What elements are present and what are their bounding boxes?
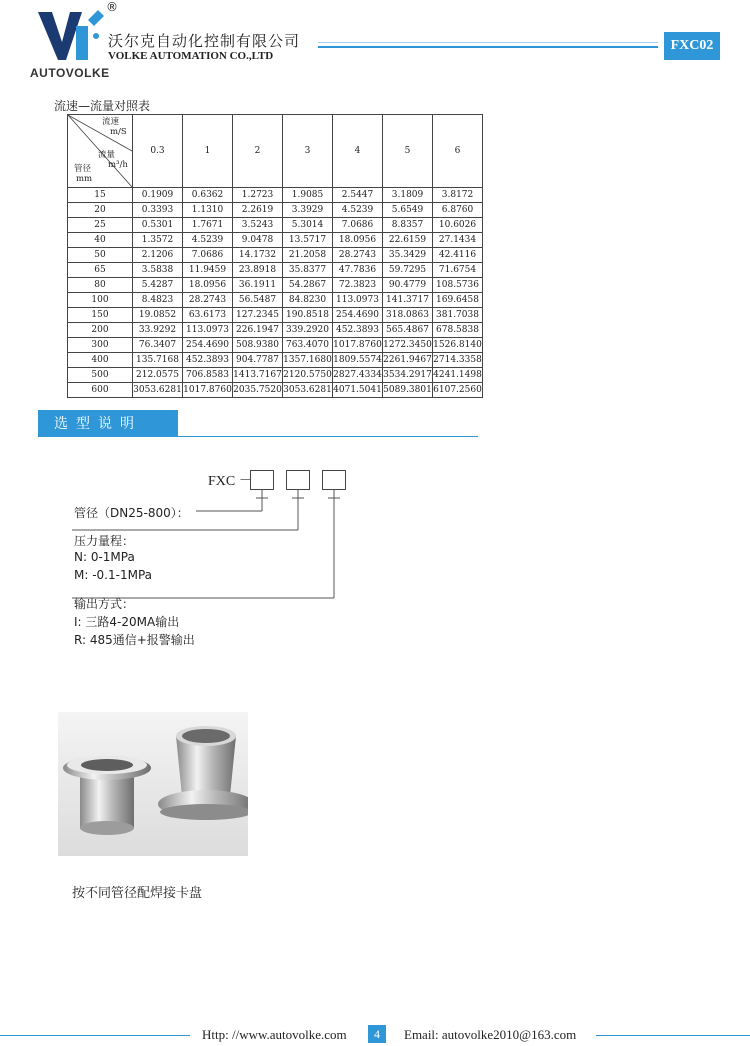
model-badge: FXC02 xyxy=(664,32,720,60)
flow-value-cell: 0.1909 xyxy=(133,188,183,203)
output-option-r: R: 485通信+报警输出 xyxy=(74,633,195,647)
header-divider xyxy=(318,46,658,48)
flow-value-cell: 35.8377 xyxy=(283,263,333,278)
email-link[interactable]: Email: autovolke2010@163.com xyxy=(404,1027,577,1042)
flow-label: 流量 xyxy=(98,150,116,160)
flow-value-cell: 3.1809 xyxy=(383,188,433,203)
flow-value-cell: 4241.1498 xyxy=(433,368,483,383)
flow-value-cell: 113.0973 xyxy=(183,323,233,338)
flow-value-cell: 1357.1680 xyxy=(283,353,333,368)
velocity-header: 3 xyxy=(283,115,333,188)
diameter-cell: 40 xyxy=(68,233,133,248)
flow-value-cell: 18.0956 xyxy=(333,233,383,248)
flow-value-cell: 113.0973 xyxy=(333,293,383,308)
velocity-unit: m/S xyxy=(110,127,127,137)
flow-value-cell: 27.1434 xyxy=(433,233,483,248)
flow-value-cell: 0.5301 xyxy=(133,218,183,233)
flow-value-cell: 3.5838 xyxy=(133,263,183,278)
flow-value-cell: 2261.9467 xyxy=(383,353,433,368)
diameter-cell: 200 xyxy=(68,323,133,338)
flow-value-cell: 2714.3358 xyxy=(433,353,483,368)
flow-value-cell: 18.0956 xyxy=(183,278,233,293)
velocity-header: 6 xyxy=(433,115,483,188)
flow-value-cell: 36.1911 xyxy=(233,278,283,293)
flow-value-cell: 42.4116 xyxy=(433,248,483,263)
flow-value-cell: 565.4867 xyxy=(383,323,433,338)
flow-value-cell: 127.2345 xyxy=(233,308,283,323)
flow-value-cell: 14.1732 xyxy=(233,248,283,263)
flow-velocity-table xyxy=(67,114,483,398)
velocity-header: 1 xyxy=(183,115,233,188)
flow-value-cell: 4.5239 xyxy=(183,233,233,248)
flow-value-cell: 508.9380 xyxy=(233,338,283,353)
diameter-unit: mm xyxy=(76,174,93,184)
table-body xyxy=(68,188,483,398)
flow-value-cell: 33.9292 xyxy=(133,323,183,338)
flow-value-cell: 318.0863 xyxy=(383,308,433,323)
flow-value-cell: 763.4070 xyxy=(283,338,333,353)
flow-value-cell: 3053.6281 xyxy=(133,383,183,398)
flow-value-cell: 190.8518 xyxy=(283,308,333,323)
table-corner-cell xyxy=(68,115,133,188)
flow-value-cell: 1526.8140 xyxy=(433,338,483,353)
code-box-output xyxy=(322,470,346,490)
flow-value-cell: 5.6549 xyxy=(383,203,433,218)
flow-value-cell: 169.6458 xyxy=(433,293,483,308)
flow-value-cell: 1017.8760 xyxy=(183,383,233,398)
table-row xyxy=(68,233,483,248)
flow-value-cell: 63.6173 xyxy=(183,308,233,323)
flow-value-cell: 339.2920 xyxy=(283,323,333,338)
diameter-cell: 600 xyxy=(68,383,133,398)
flow-value-cell: 35.3429 xyxy=(383,248,433,263)
flow-value-cell: 1272.3450 xyxy=(383,338,433,353)
diameter-spec: 管径（DN25-800）： xyxy=(74,506,189,520)
diameter-cell: 15 xyxy=(68,188,133,203)
flow-value-cell: 2827.4334 xyxy=(333,368,383,383)
flow-value-cell: 4.5239 xyxy=(333,203,383,218)
flow-value-cell: 72.3823 xyxy=(333,278,383,293)
brand-name: AUTOVOLKE xyxy=(30,66,110,80)
flow-value-cell: 1.7671 xyxy=(183,218,233,233)
header-divider-thin xyxy=(318,42,658,43)
registered-mark: ® xyxy=(106,0,118,14)
flow-value-cell: 21.2058 xyxy=(283,248,333,263)
flow-value-cell: 6.8760 xyxy=(433,203,483,218)
flow-value-cell: 84.8230 xyxy=(283,293,333,308)
flow-value-cell: 8.4823 xyxy=(133,293,183,308)
flow-value-cell: 2120.5750 xyxy=(283,368,333,383)
flow-value-cell: 90.4779 xyxy=(383,278,433,293)
flow-value-cell: 5089.3801 xyxy=(383,383,433,398)
flow-value-cell: 3.3929 xyxy=(283,203,333,218)
table-row xyxy=(68,338,483,353)
model-code-prefix: FXC － xyxy=(208,474,253,489)
weld-ferrule-photo xyxy=(58,712,248,856)
diameter-cell: 300 xyxy=(68,338,133,353)
flow-value-cell: 3053.6281 xyxy=(283,383,333,398)
flow-value-cell: 1809.5574 xyxy=(333,353,383,368)
flow-value-cell: 212.0575 xyxy=(133,368,183,383)
table-row xyxy=(68,383,483,398)
footer-divider-left xyxy=(0,1035,190,1036)
flow-value-cell: 2035.7520 xyxy=(233,383,283,398)
flow-value-cell: 8.8357 xyxy=(383,218,433,233)
table-header-row xyxy=(68,115,483,188)
company-name-cn: 沃尔克自动化控制有限公司 xyxy=(108,32,301,50)
diameter-cell: 65 xyxy=(68,263,133,278)
flow-value-cell: 6107.2560 xyxy=(433,383,483,398)
velocity-label: 流速 xyxy=(102,117,120,127)
flow-value-cell: 28.2743 xyxy=(183,293,233,308)
diameter-cell: 80 xyxy=(68,278,133,293)
velocity-header: 2 xyxy=(233,115,283,188)
diameter-cell: 500 xyxy=(68,368,133,383)
flow-value-cell: 2.5447 xyxy=(333,188,383,203)
output-option-i: I: 三路4-20MA输出 xyxy=(74,615,180,629)
flow-value-cell: 1017.8760 xyxy=(333,338,383,353)
table-row xyxy=(68,248,483,263)
flow-value-cell: 3.8172 xyxy=(433,188,483,203)
velocity-header: 5 xyxy=(383,115,433,188)
flow-value-cell: 3.5243 xyxy=(233,218,283,233)
table-row xyxy=(68,368,483,383)
photo-caption: 按不同管径配焊接卡盘 xyxy=(72,886,203,901)
pressure-option-m: M: -0.1-1MPa xyxy=(74,568,152,582)
flow-value-cell: 452.3893 xyxy=(183,353,233,368)
diameter-label: 管径 xyxy=(74,164,92,174)
flow-value-cell: 1.2723 xyxy=(233,188,283,203)
code-box-pressure xyxy=(286,470,310,490)
flow-value-cell: 1.3572 xyxy=(133,233,183,248)
flow-value-cell: 7.0686 xyxy=(183,248,233,263)
table-row xyxy=(68,353,483,368)
flow-value-cell: 0.3393 xyxy=(133,203,183,218)
flow-value-cell: 1413.7167 xyxy=(233,368,283,383)
flow-value-cell: 904.7787 xyxy=(233,353,283,368)
flow-value-cell: 3534.2917 xyxy=(383,368,433,383)
table-row xyxy=(68,263,483,278)
flow-value-cell: 7.0686 xyxy=(333,218,383,233)
diameter-cell: 400 xyxy=(68,353,133,368)
flow-value-cell: 0.6362 xyxy=(183,188,233,203)
flow-value-cell: 5.3014 xyxy=(283,218,333,233)
diameter-cell: 150 xyxy=(68,308,133,323)
velocity-header: 0.3 xyxy=(133,115,183,188)
flow-value-cell: 22.6159 xyxy=(383,233,433,248)
flow-value-cell: 381.7038 xyxy=(433,308,483,323)
table-title: 流速—流量对照表 xyxy=(54,99,151,113)
flow-unit: m³/h xyxy=(108,160,128,170)
flow-value-cell: 28.2743 xyxy=(333,248,383,263)
flow-value-cell: 706.8583 xyxy=(183,368,233,383)
flow-value-cell: 141.3717 xyxy=(383,293,433,308)
flow-value-cell: 5.4287 xyxy=(133,278,183,293)
diameter-cell: 100 xyxy=(68,293,133,308)
website-link[interactable]: Http: //www.autovolke.com xyxy=(202,1027,347,1042)
table-row xyxy=(68,293,483,308)
flow-value-cell: 226.1947 xyxy=(233,323,283,338)
table-row xyxy=(68,218,483,233)
flow-value-cell: 135.7168 xyxy=(133,353,183,368)
pressure-title: 压力量程： xyxy=(74,534,135,548)
pressure-option-n: N: 0-1MPa xyxy=(74,550,135,564)
flow-value-cell: 9.0478 xyxy=(233,233,283,248)
flow-value-cell: 1.9085 xyxy=(283,188,333,203)
diameter-cell: 25 xyxy=(68,218,133,233)
footer-divider-right xyxy=(596,1035,750,1036)
flow-value-cell: 19.0852 xyxy=(133,308,183,323)
code-box-diameter xyxy=(250,470,274,490)
flow-value-cell: 56.5487 xyxy=(233,293,283,308)
flow-value-cell: 71.6754 xyxy=(433,263,483,278)
diameter-cell: 20 xyxy=(68,203,133,218)
table-row xyxy=(68,323,483,338)
table-row xyxy=(68,188,483,203)
company-name-en: VOLKE AUTOMATION CO.,LTD xyxy=(108,50,274,62)
flow-value-cell: 4071.5041 xyxy=(333,383,383,398)
section-heading: 选型说明 xyxy=(38,410,178,436)
section-rule xyxy=(38,436,478,437)
page-number: 4 xyxy=(368,1025,386,1043)
flow-value-cell: 254.4690 xyxy=(183,338,233,353)
flow-value-cell: 11.9459 xyxy=(183,263,233,278)
flow-value-cell: 23.8918 xyxy=(233,263,283,278)
flow-value-cell: 59.7295 xyxy=(383,263,433,278)
flow-value-cell: 76.3407 xyxy=(133,338,183,353)
output-title: 输出方式： xyxy=(74,597,135,611)
flow-value-cell: 452.3893 xyxy=(333,323,383,338)
flow-value-cell: 47.7836 xyxy=(333,263,383,278)
diameter-cell: 50 xyxy=(68,248,133,263)
flow-value-cell: 54.2867 xyxy=(283,278,333,293)
velocity-header: 4 xyxy=(333,115,383,188)
flow-value-cell: 13.5717 xyxy=(283,233,333,248)
table-row xyxy=(68,308,483,323)
flow-value-cell: 254.4690 xyxy=(333,308,383,323)
flow-value-cell: 2.2619 xyxy=(233,203,283,218)
flow-value-cell: 108.5736 xyxy=(433,278,483,293)
flow-value-cell: 1.1310 xyxy=(183,203,233,218)
table-row xyxy=(68,278,483,293)
flow-value-cell: 678.5838 xyxy=(433,323,483,338)
table-row xyxy=(68,203,483,218)
company-logo xyxy=(36,6,106,62)
flow-value-cell: 10.6026 xyxy=(433,218,483,233)
flow-value-cell: 2.1206 xyxy=(133,248,183,263)
